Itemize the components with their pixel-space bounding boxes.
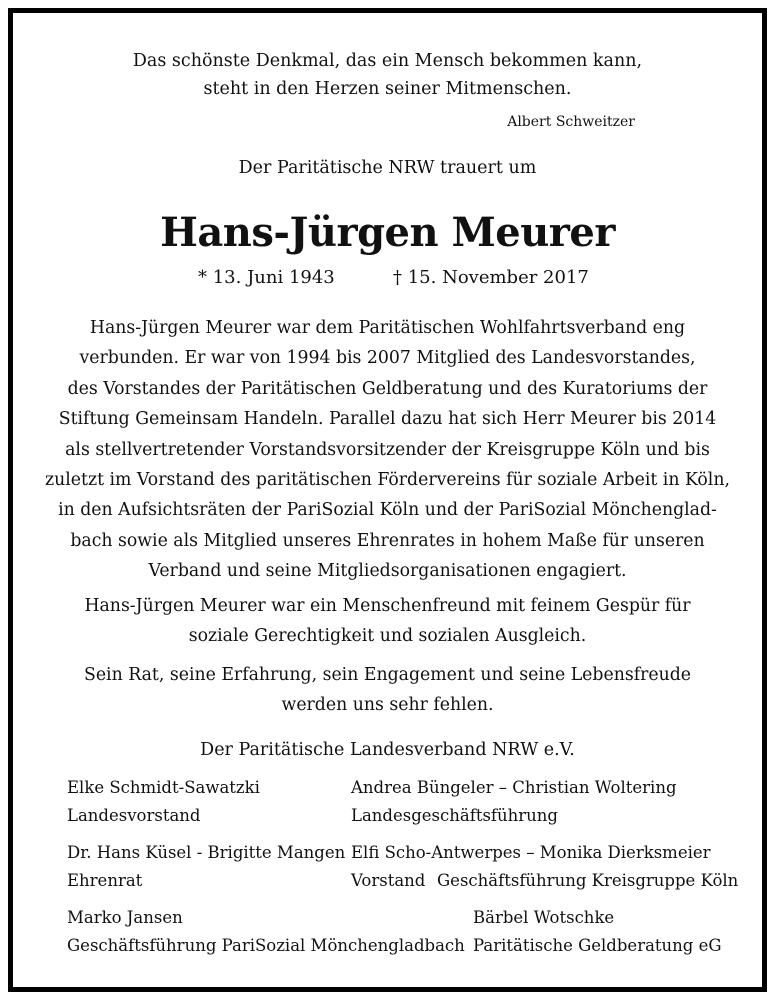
mourning-intro: Der Paritätische NRW trauert um bbox=[238, 158, 537, 178]
signatory-role: Paritätische Geldberatung eG bbox=[473, 936, 722, 955]
signatory-role: Landesgeschäftsführung bbox=[351, 806, 558, 825]
signatory-name: Bärbel Wotschke bbox=[473, 908, 615, 927]
paragraph-line: Hans-Jürgen Meurer war dem Paritätischen Wohlfahrtsverband eng bbox=[89, 318, 686, 338]
signatory-role: Vorstand bbox=[351, 871, 426, 890]
quote-block bbox=[13, 47, 762, 103]
signatory-role: Ehrenrat bbox=[67, 871, 143, 890]
signatory-role: Geschäftsführung PariSozial Mönchengladbach bbox=[67, 936, 465, 955]
tribute-paragraph bbox=[13, 591, 762, 652]
signatory-name: Dr. Hans Küsel - Brigitte Mangen bbox=[67, 843, 346, 862]
paragraph-line: verbunden. Er war von 1994 bis 2007 Mitglied des Landesvorstandes, bbox=[79, 348, 696, 369]
paragraph-line: zuletzt im Vorstand des paritätischen Fördervereins für soziale Arbeit in Köln, bbox=[45, 470, 730, 491]
paragraph-line: in den Aufsichtsräten der PariSozial Köln und der PariSozial Mönchenglad- bbox=[58, 500, 717, 521]
death-date: † 15. November 2017 bbox=[393, 267, 589, 288]
signatory-name: Andrea Büngeler – Christian Woltering bbox=[351, 778, 677, 797]
tribute-paragraph bbox=[13, 660, 762, 721]
paragraph-line: des Vorstandes der Paritätischen Geldberatung und des Kuratoriums der bbox=[67, 378, 708, 399]
paragraph-line: soziale Gerechtigkeit und sozialen Ausgleich. bbox=[188, 626, 587, 647]
organization-name: Der Paritätische Landesverband NRW e.V. bbox=[200, 740, 575, 760]
quote-author: Albert Schweitzer bbox=[507, 114, 635, 130]
tribute-paragraph bbox=[13, 313, 762, 587]
signatory-name: Marko Jansen bbox=[67, 908, 183, 927]
paragraph-line: Sein Rat, seine Erfahrung, sein Engagement und seine Lebensfreude bbox=[83, 665, 691, 685]
signatory-role: Landesvorstand bbox=[67, 806, 201, 825]
deceased-name: Hans-Jürgen Meurer bbox=[160, 209, 615, 256]
signatory-name: Elke Schmidt-Sawatzki bbox=[67, 778, 260, 797]
birth-date: * 13. Juni 1943 bbox=[198, 267, 335, 288]
paragraph-line: bach sowie als Mitglied unseres Ehrenrates in hohem Maße für unseren bbox=[70, 530, 705, 551]
quote-line: steht in den Herzen seiner Mitmenschen. bbox=[203, 79, 572, 99]
paragraph-line: Stiftung Gemeinsam Handeln. Parallel dazu hat sich Herr Meurer bis 2014 bbox=[58, 409, 717, 430]
obituary-notice bbox=[8, 8, 767, 992]
paragraph-line: werden uns sehr fehlen. bbox=[281, 695, 494, 716]
quote-line: Das schönste Denkmal, das ein Mensch bekommen kann, bbox=[132, 51, 643, 71]
signatory-role: Geschäftsführung Kreisgruppe Köln bbox=[437, 871, 739, 890]
paragraph-line: als stellvertretender Vorstandsvorsitzender der Kreisgruppe Köln und bis bbox=[65, 439, 710, 460]
paragraph-line: Hans-Jürgen Meurer war ein Menschenfreund mit feinem Gespür für bbox=[84, 596, 691, 616]
signatory-name: Elfi Scho-Antwerpes – Monika Dierksmeier bbox=[351, 843, 711, 862]
paragraph-line: Verband und seine Mitgliedsorganisationen engagiert. bbox=[148, 561, 627, 582]
